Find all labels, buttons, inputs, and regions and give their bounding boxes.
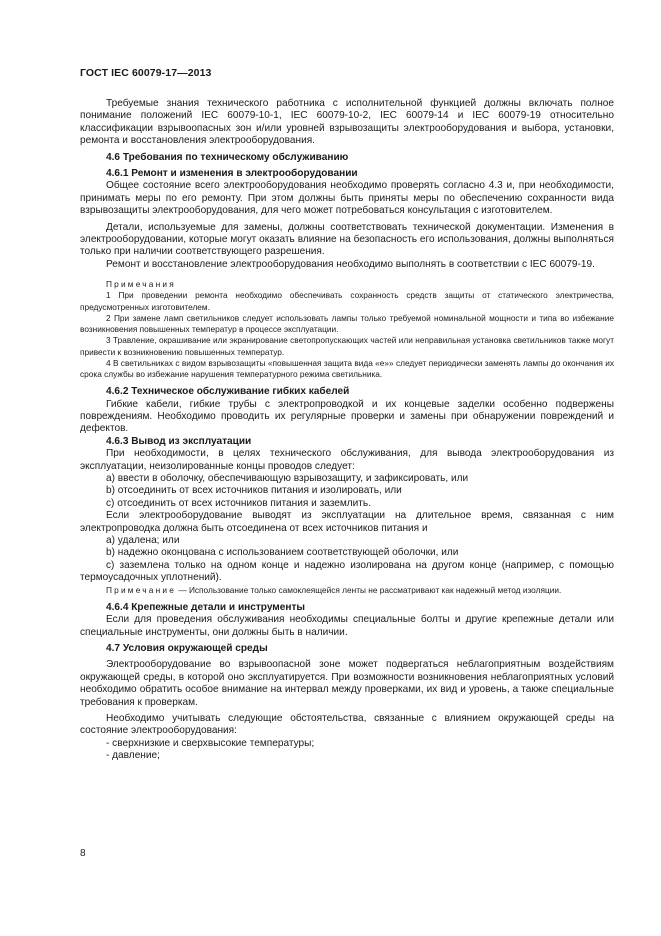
note-text: — Использование только самоклеящейся ленты не рассматривают как надежный метод изоляции. — [176, 584, 562, 595]
paragraph: Детали, используемые для замены, должны соответствовать технической документации. Изменения в электрооборудовании, которые могут оказать влияние на безопасность его использования, должны выполняться только при наличии соответствующего разрешения. — [80, 221, 614, 258]
paragraph: Электрооборудование во взрывоопасной зоне может подвергаться неблагоприятным воздействиям окружающей среды, в которой оно эксплуатируется. При возможности возникновения неблагоприятных условий необходимо обратить особое внимание на интервал между проверками, их вид и уровень, а также специальные требования к проверкам. — [80, 659, 614, 708]
section-4-7-heading: 4.7 Условия окружающей среды — [106, 643, 268, 655]
list-item: a) удалена; или — [106, 534, 180, 546]
section-4-6-4-heading: 4.6.4 Крепежные детали и инструменты — [106, 601, 306, 613]
paragraph: Общее состояние всего электрооборудования необходимо проверять согласно 4.3 и, при необходимости, принимать меры по его ремонту. При этом должны быть приняты меры по обеспечению сохранности вида взрывозащиты электрооборудования, для чего может потребоваться консультация с изготовителем. — [80, 180, 614, 217]
paragraph: Ремонт и восстановление электрооборудования необходимо выполнять в соответствии с IEC 60079-19. — [106, 258, 595, 270]
note-inline — [80, 585, 614, 596]
paragraph: Гибкие кабели, гибкие трубы с электропроводкой и их концевые заделки особенно подвержены повреждениям. Необходимо проводить их регулярные проверки и замены при обнаружении повреждений и дефектов. — [80, 398, 614, 435]
paragraph: Если электрооборудование выводят из эксплуатации на длительное время, связанная с ним электропроводка должна быть отсоединена от всех источников питания и — [80, 510, 614, 534]
list-item: a) ввести в оболочку, обеспечивающую взрывозащиту, и зафиксировать, или — [106, 472, 469, 484]
note-item: 3 Травление, окрашивание или экранирование светопропускающих частей или неправильная установка светильников также могут привести к возникновению повышенных температур. — [80, 335, 614, 357]
section-4-6-3-heading: 4.6.3 Вывод из эксплуатации — [106, 435, 252, 447]
list-item: c) отсоединить от всех источников питания и заземлить. — [106, 497, 371, 509]
section-4-6-2-heading: 4.6.2 Техническое обслуживание гибких кабелей — [106, 386, 350, 398]
note-item: 2 При замене ламп светильников следует использовать лампы только требуемой номинальной мощности и типа во избежание возникновения повышенных температур в процессе эксплуатации. — [80, 312, 614, 335]
list-item: c) заземлена только на одном конце и надежно изолирована на другом конце (например, с помощью термоусадочных уплотнений). — [80, 559, 614, 584]
paragraph: Если для проведения обслуживания необходимы специальные болты и другие крепежные детали или специальные инструменты, они должны быть в наличии. — [80, 614, 614, 638]
notes-title: Примечания — [106, 279, 176, 290]
list-item: b) надежно оконцована с использованием соответствующей оболочки, или — [106, 547, 459, 559]
paragraph: При необходимости, в целях технического обслуживания, для вывода электрооборудования из эксплуатации, неизолированные концы проводов следует: — [80, 448, 614, 472]
list-item: - сверхнизкие и сверхвысокие температуры; — [106, 737, 315, 749]
document-header: ГОСТ IEC 60079-17—2013 — [80, 67, 212, 79]
list-item: b) отсоединить от всех источников питания и изолировать, или — [106, 485, 402, 497]
paragraph: Необходимо учитывать следующие обстоятельства, связанные с влиянием окружающей среды на состояние электрооборудования: — [80, 713, 614, 737]
paragraph-intro: Требуемые знания технического работника с исполнительной функцией должны включать полное понимание положений IEC 60079-10-1, IEC 60079-10-2, IEC 60079-14 и IEC 60079-19 относительно классификации взрывоопасных зон и/или уровней взрывозащиты электрооборудования и выбора, установки, ремонта и восстановления электрооборудования. — [80, 98, 614, 147]
list-item: - давление; — [106, 750, 160, 762]
section-4-6-heading: 4.6 Требования по техническому обслуживанию — [106, 151, 349, 163]
note-item: 4 В светильниках с видом взрывозащиты «повышенная защита вида «е»» следует периодически заменять лампы до окончания их срока службы во избежание нарушения температурного режима светильника. — [80, 357, 614, 379]
document-body — [80, 98, 614, 763]
note-label: Примечание — [106, 584, 177, 595]
page-number: 8 — [80, 848, 86, 859]
note-item: 1 При проведении ремонта необходимо обеспечивать сохранность средств защиты от статического электричества, предусмотренных изготовителем. — [80, 290, 614, 312]
section-4-6-1-heading: 4.6.1 Ремонт и изменения в электрооборудовании — [106, 168, 358, 180]
